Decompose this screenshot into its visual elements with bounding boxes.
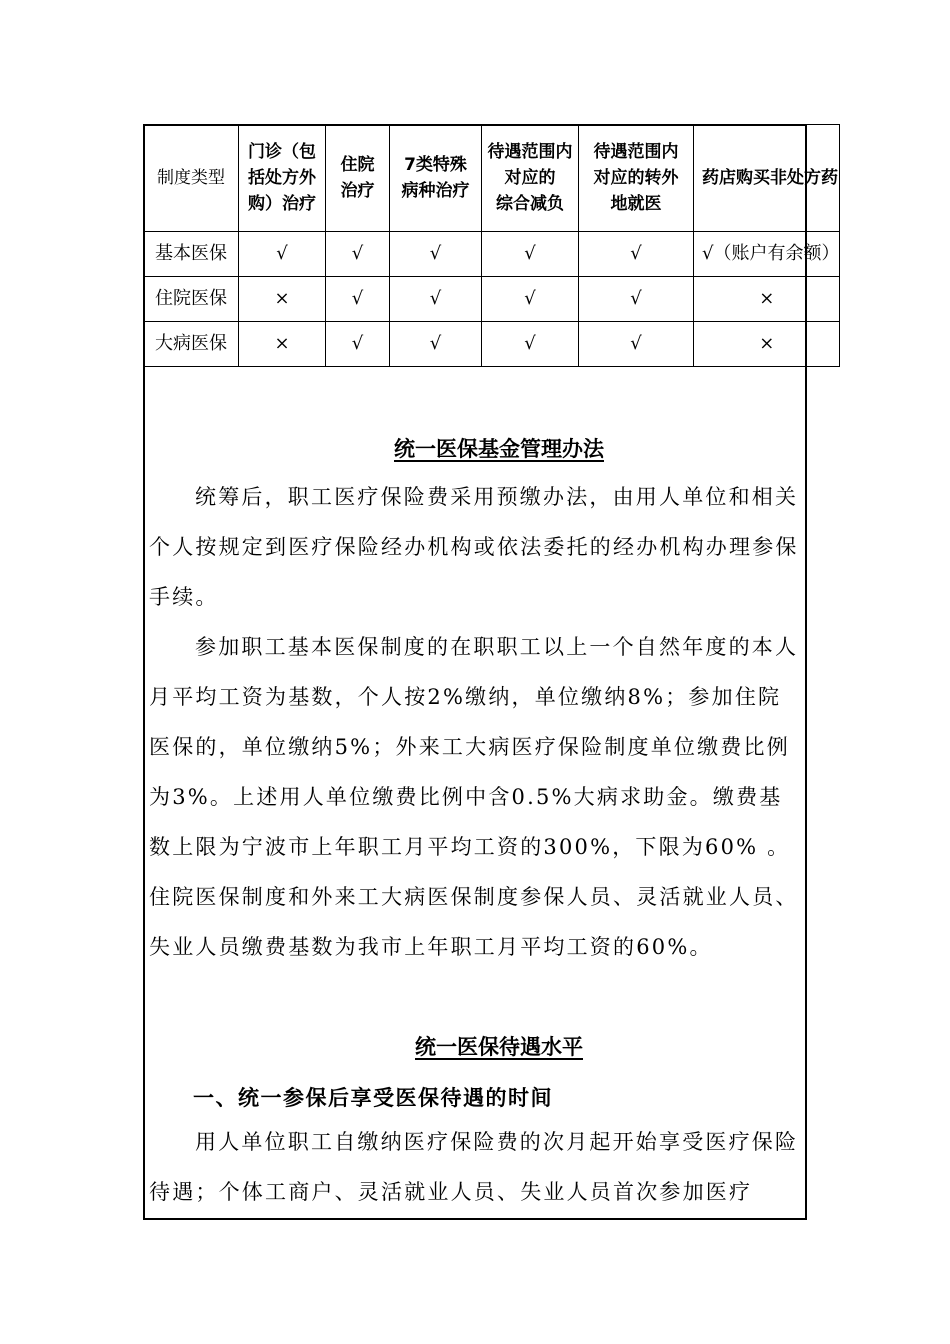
row-label: 基本医保 xyxy=(144,232,239,277)
table-cell: √ xyxy=(326,277,390,322)
header-cell: 门诊（包 括处方外 购）治疗 xyxy=(239,125,326,232)
subheading: 一、统一参保后享受医保待遇的时间 xyxy=(193,1086,553,1110)
table-cell: √ xyxy=(482,277,579,322)
section-body xyxy=(149,472,799,972)
table-cell: √ xyxy=(579,277,694,322)
table-row xyxy=(144,322,840,367)
section-title: 统一医保基金管理办法 xyxy=(394,437,604,461)
header-cell: 7类特殊 病种治疗 xyxy=(390,125,482,232)
table-cell: × xyxy=(239,277,326,322)
row-label: 住院医保 xyxy=(144,277,239,322)
table-row xyxy=(144,277,840,322)
table-row xyxy=(144,232,840,277)
header-cell: 待遇范围内 对应的转外 地就医 xyxy=(579,125,694,232)
table-cell: × xyxy=(694,322,840,367)
header-cell: 住院 治疗 xyxy=(326,125,390,232)
table-cell: √ xyxy=(390,232,482,277)
table-cell: × xyxy=(239,322,326,367)
table-cell: √ xyxy=(579,232,694,277)
section-title: 统一医保待遇水平 xyxy=(415,1035,583,1059)
coverage-table xyxy=(143,124,840,367)
table-cell: √ xyxy=(579,322,694,367)
paragraph: 统筹后，职工医疗保险费采用预缴办法，由用人单位和相关个人按规定到医疗保险经办机构或依法委托的经办机构办理参保手续。 xyxy=(149,485,799,609)
table-cell: √ xyxy=(482,322,579,367)
header-cell: 制度类型 xyxy=(144,125,239,232)
header-cell: 药店购买非处方药 xyxy=(694,125,840,232)
paragraph: 用人单位职工自缴纳医疗保险费的次月起开始享受医疗保险待遇；个体工商户、灵活就业人员、失业人员首次参加医疗 xyxy=(149,1130,799,1204)
table-cell: √ xyxy=(390,277,482,322)
paragraph: 参加职工基本医保制度的在职职工以上一个自然年度的本人月平均工资为基数，个人按2%缴纳，单位缴纳8%；参加住院医保的，单位缴纳5%；外来工大病医疗保险制度单位缴费比例为3%。上述用人单位缴费比例中含0.5%大病求助金。缴费基数上限为宁波市上年职工月平均工资的300%，下限为60% 。住院医保制度和外来工大病医保制度参保人员、灵活就业人员、失业人员缴费基数为我市上年职工月平均工资的60%。 xyxy=(149,635,799,959)
table-cell: × xyxy=(694,277,840,322)
table-cell: √ xyxy=(390,322,482,367)
table-cell: √ xyxy=(482,232,579,277)
table-cell: √ xyxy=(326,322,390,367)
table-header-row xyxy=(144,125,840,232)
table-cell: √ xyxy=(326,232,390,277)
section-body xyxy=(149,1117,799,1217)
table-cell: √ xyxy=(239,232,326,277)
row-label: 大病医保 xyxy=(144,322,239,367)
header-cell: 待遇范围内 对应的 综合减负 xyxy=(482,125,579,232)
table-cell: √（账户有余额） xyxy=(694,232,840,277)
